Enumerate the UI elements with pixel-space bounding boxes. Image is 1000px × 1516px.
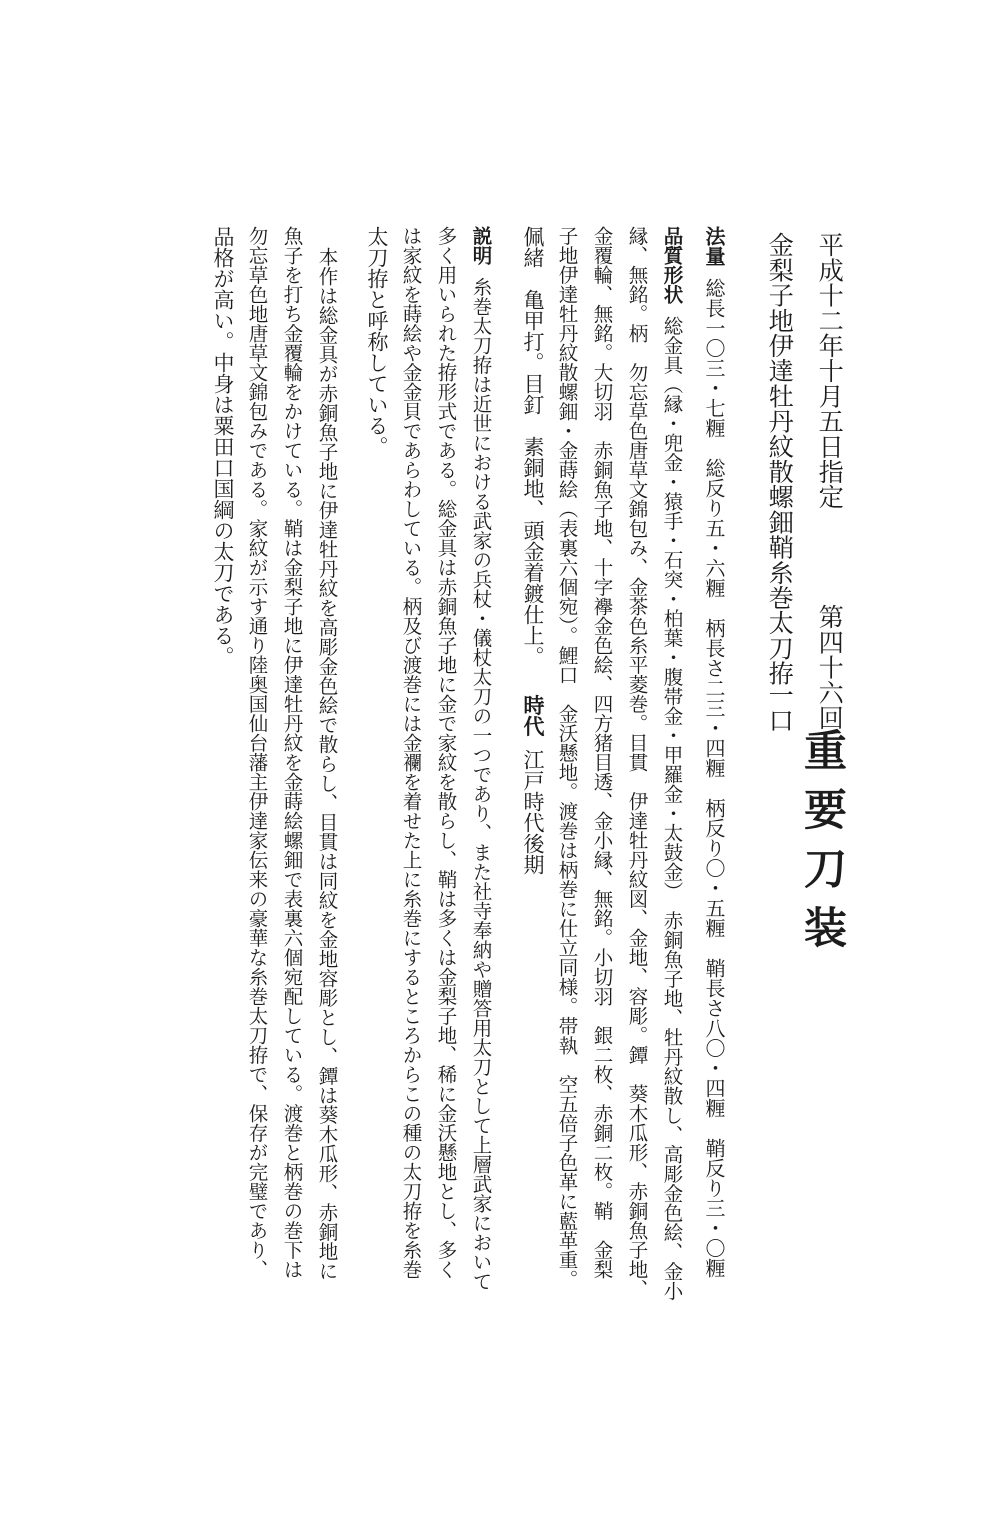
quality-line-4: 子地伊達牡丹紋散螺鈿・金蒔絵（表裏六個宛）。鯉口 金沃懸地。渡巻は柄巻に仕立同様。帯執 空五倍子色革に藍革重。 (555, 226, 579, 1289)
quality-label: 品質形状 (660, 226, 684, 304)
explanation-p2-line-4: 品格が高い。中身は粟田口国綱の太刀である。 (211, 226, 235, 667)
measurements-text: 総長一〇三・七糎 総反り五・六糎 柄長さ二三・四糎 柄反り〇・五糎 鞘長さ八〇・四糎 鞘反り三・〇糎 (702, 278, 726, 1278)
measurements-line (704, 226, 724, 1278)
explanation-line-2: 多く用いられた拵形式である。総金具は赤銅魚子地に金で家紋を散らし、鞘は多くは金梨子地、稀に金沃懸地とし、多く (434, 226, 458, 1279)
explanation-line-1 (471, 226, 491, 1291)
explanation-p2-line-2: 魚子を打ち金覆輪をかけている。鞘は金梨子地に伊達牡丹紋を金蒔絵螺鈿で表裏六個宛配している。渡巻と柄巻の巻下は (280, 226, 304, 1279)
object-count: 一口 (765, 682, 795, 733)
quality-line-3: 金覆輪、無銘。大切羽 赤銅魚子地、十字襷金色絵、四方猪目透、金小縁、無銘。小切羽 銀二枚、赤銅二枚。鞘 金梨 (590, 226, 614, 1279)
explanation-p2-line-3: 勿忘草色地唐草文錦包みである。家紋が示す通り陸奥国仙台藩主伊達家伝来の豪華な糸巻太刀拵で、保存が完璧であり、 (245, 226, 269, 1279)
period-label: 時代 (521, 694, 545, 737)
explanation-line-3: は家紋を蒔絵や金金貝であらわしている。柄及び渡巻には金襴を着せた上に糸巻にするところからこの種の太刀拵を糸巻 (399, 226, 423, 1279)
explanation-p2-line-1: 本作は総金具が赤銅魚子地に伊達牡丹紋を高彫金色絵で散らし、目貫は同紋を金地容彫とし、鐔は葵木瓜形、赤銅地に (315, 247, 339, 1281)
object-name: 金梨子地伊達牡丹紋散螺鈿鞘糸巻太刀拵 (765, 232, 795, 686)
period-text: 江戸時代後期 (521, 748, 545, 875)
quality-line-1 (662, 226, 682, 1300)
explanation-label: 説明 (469, 226, 493, 265)
designation-date: 平成十二年十月五日指定 (815, 232, 845, 510)
measurements-label: 法量 (702, 226, 726, 266)
quality-line-2: 縁、無銘。柄 勿忘草色唐草文錦包み、金茶色糸平菱巻。目貫 伊達牡丹紋図、金地、容彫。鐔 葵木瓜形、赤銅魚子地、 (625, 226, 649, 1299)
explanation-line-4: 太刀拵と呼称している。 (365, 226, 389, 457)
category-title: 重要刀装 (797, 728, 847, 964)
quality-text-5: 佩緒 亀甲打。目釘 素銅地、頭金着鍍仕上。 (521, 226, 545, 667)
quality-line-5 (522, 226, 543, 875)
session-number: 第四十六回 (815, 604, 845, 730)
explanation-text-1: 糸巻太刀拵は近世における武家の兵杖・儀杖太刀の一つであり、また社寺奉納や贈答用太刀として上層武家において (469, 276, 493, 1291)
quality-text-1: 総金具（縁・兜金・猿手・石突・柏葉・腹帯金・甲羅金・太鼓金） 赤銅魚子地、牡丹紋散し、高彫金色絵、金小 (660, 315, 684, 1301)
